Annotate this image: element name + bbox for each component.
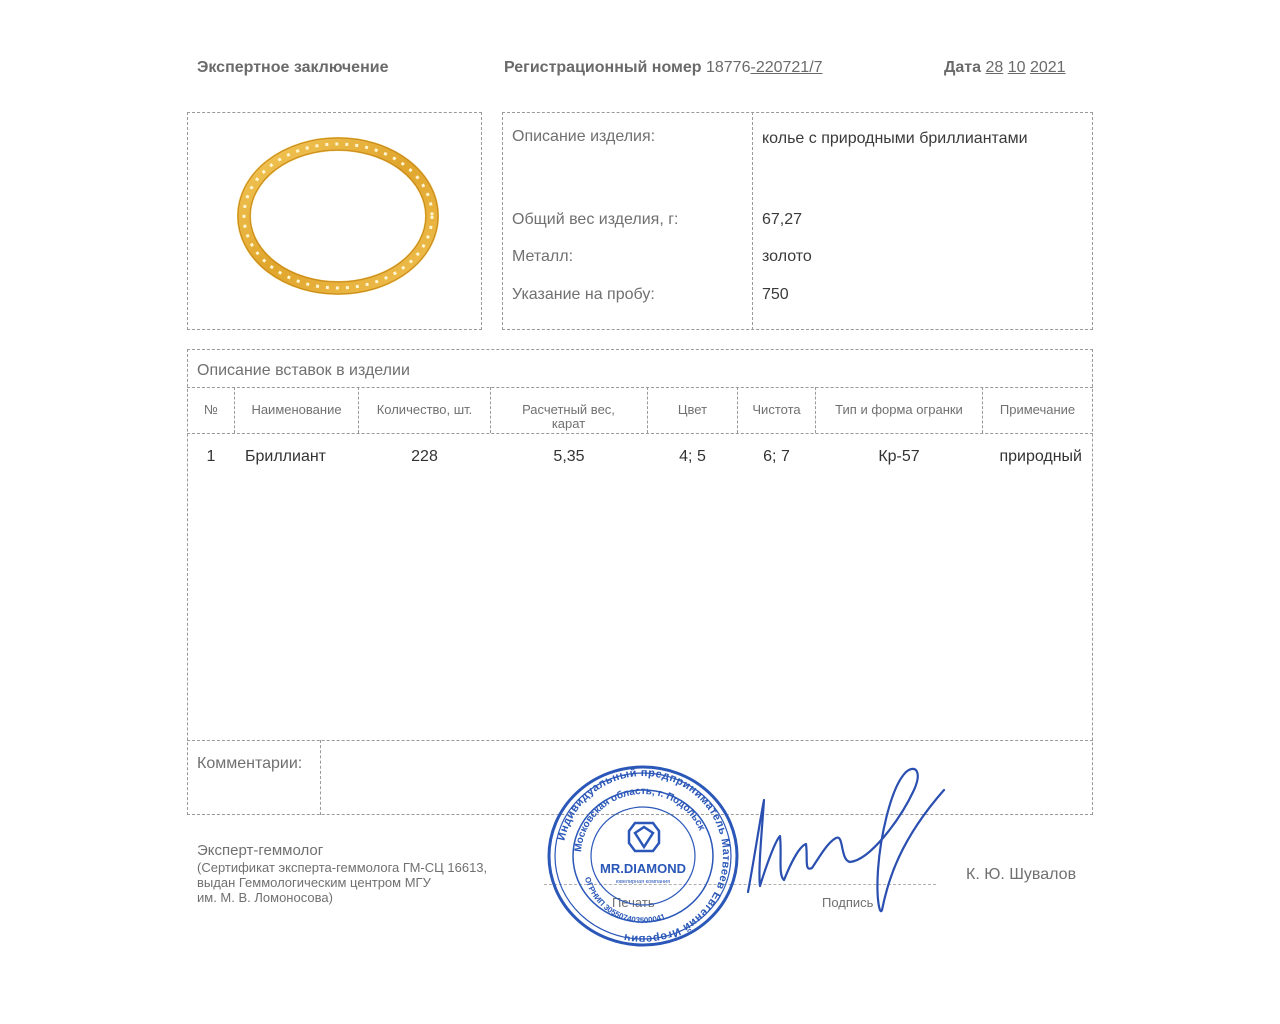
sign-label: Подпись [822, 895, 874, 910]
assay-value: 750 [762, 286, 789, 303]
reg-label: Регистрационный номер [504, 59, 702, 76]
expert-title: Эксперт-геммолог [197, 842, 324, 859]
date-month: 10 [1007, 59, 1026, 76]
cert-line-3: им. М. В. Ломоносова) [197, 890, 333, 905]
col-num: № [204, 402, 218, 417]
cell-name: Бриллиант [245, 448, 327, 465]
date [944, 59, 1066, 77]
cell-qty: 228 [411, 448, 438, 465]
cell-note: природный [999, 448, 1082, 465]
inserts-title: Описание вставок в изделии [197, 362, 410, 379]
date-year: 2021 [1029, 59, 1066, 76]
expert-signature [740, 760, 950, 920]
col-note: Примечание [999, 402, 1076, 417]
registration-number [504, 59, 823, 77]
stamp-brand: MR.DIAMOND [600, 861, 686, 876]
item-photo-frame [187, 112, 482, 330]
metal-value: золото [762, 248, 812, 265]
inserts-table-frame [187, 349, 1093, 815]
cert-line-1: (Сертификат эксперта-геммолога ГМ-СЦ 16613, [197, 860, 488, 875]
stamp-label: Печать [612, 895, 655, 910]
svg-text:Московская область, г. Подольс: Московская область, г. Подольск [573, 785, 708, 853]
col-name: Наименование [251, 402, 342, 417]
weight-value: 67,27 [762, 211, 803, 228]
expert-name: К. Ю. Шувалов [966, 866, 1077, 883]
svg-text:ОГРНИП 305507403500041: ОГРНИП 305507403500041 [582, 875, 667, 926]
weight-label: Общий вес изделия, г: [512, 211, 679, 228]
date-label: Дата [944, 59, 982, 76]
desc-value: колье с природными бриллиантами [762, 130, 1028, 147]
document-title: Экспертное заключение [197, 59, 389, 76]
date-day: 28 [985, 59, 1004, 76]
company-stamp-seal [545, 763, 741, 949]
svg-text:ювелирная компания: ювелирная компания [615, 879, 671, 885]
cell-num: 1 [206, 448, 216, 465]
col-weight: Расчетный вес, карат [522, 402, 615, 431]
col-cut: Тип и форма огранки [835, 402, 963, 417]
reg-number-a: 18776 [705, 59, 751, 76]
assay-label: Указание на пробу: [512, 286, 655, 303]
comments-label: Комментарии: [197, 755, 303, 772]
desc-label: Описание изделия: [512, 128, 656, 145]
necklace-image [188, 113, 481, 329]
cell-clarity: 6; 7 [763, 448, 790, 465]
cell-cut: Кр-57 [878, 448, 920, 465]
reg-number-b: -220721/7 [750, 59, 823, 76]
cell-weight: 5,35 [553, 448, 585, 465]
col-clarity: Чистота [752, 402, 801, 417]
metal-label: Металл: [512, 248, 574, 265]
cell-color: 4; 5 [679, 448, 706, 465]
svg-text:Индивидуальный предприниматель: Индивидуальный предприниматель Матвеев Евгений Игоревич [555, 766, 733, 946]
cert-line-2: выдан Геммологическим центром МГУ [197, 875, 431, 890]
expert-cert [197, 860, 487, 905]
col-qty: Количество, шт. [376, 402, 473, 417]
col-color: Цвет [677, 402, 708, 417]
